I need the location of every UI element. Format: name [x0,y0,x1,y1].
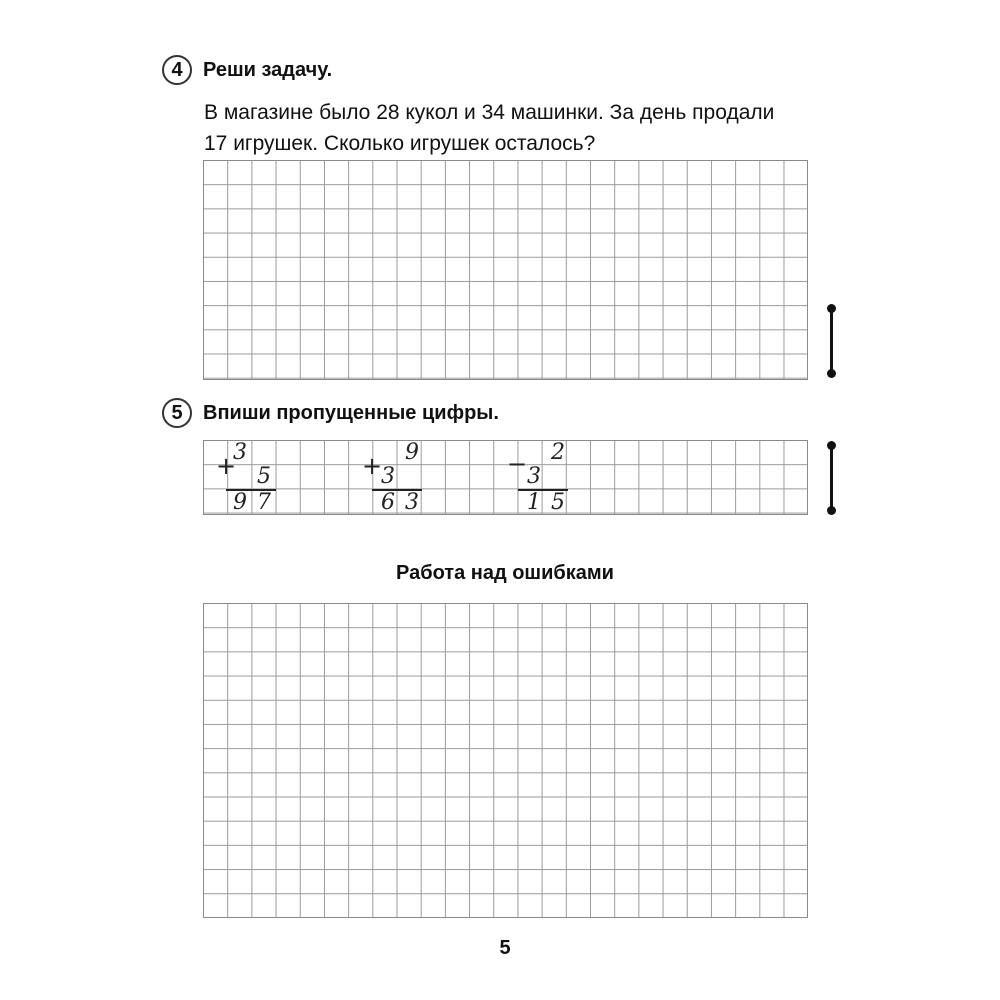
digit: 6 [381,490,395,515]
plus-sign: + [215,452,237,480]
scoring-bracket [830,445,833,511]
answer-grid[interactable] [203,160,808,380]
scoring-bracket [830,308,833,374]
task-title: Реши задачу. [203,59,333,81]
digit: 9 [405,440,419,465]
task-number-badge: 4 [162,55,192,85]
task-number-badge: 5 [162,398,192,428]
digit: 2 [551,440,565,465]
task-title: Впиши пропущенные цифры. [203,402,499,424]
error-correction-grid[interactable] [203,603,808,918]
page-number: 5 [499,937,511,959]
digit: 3 [527,464,541,489]
digit: 5 [257,464,271,489]
digit: 3 [405,490,419,515]
digit: 1 [527,490,541,515]
plus-sign: + [361,452,383,480]
digit: 5 [551,490,565,515]
digit: 3 [381,464,395,489]
digit: 3 [233,440,247,465]
digit: 7 [257,490,271,515]
task-text: В магазине было 28 кукол и 34 машинки. За день продали 17 игрушек. Сколько игрушек осталось? [204,101,775,155]
section-heading: Работа над ошибками [396,562,614,584]
digit: 9 [233,490,247,515]
minus-sign: − [506,450,528,478]
